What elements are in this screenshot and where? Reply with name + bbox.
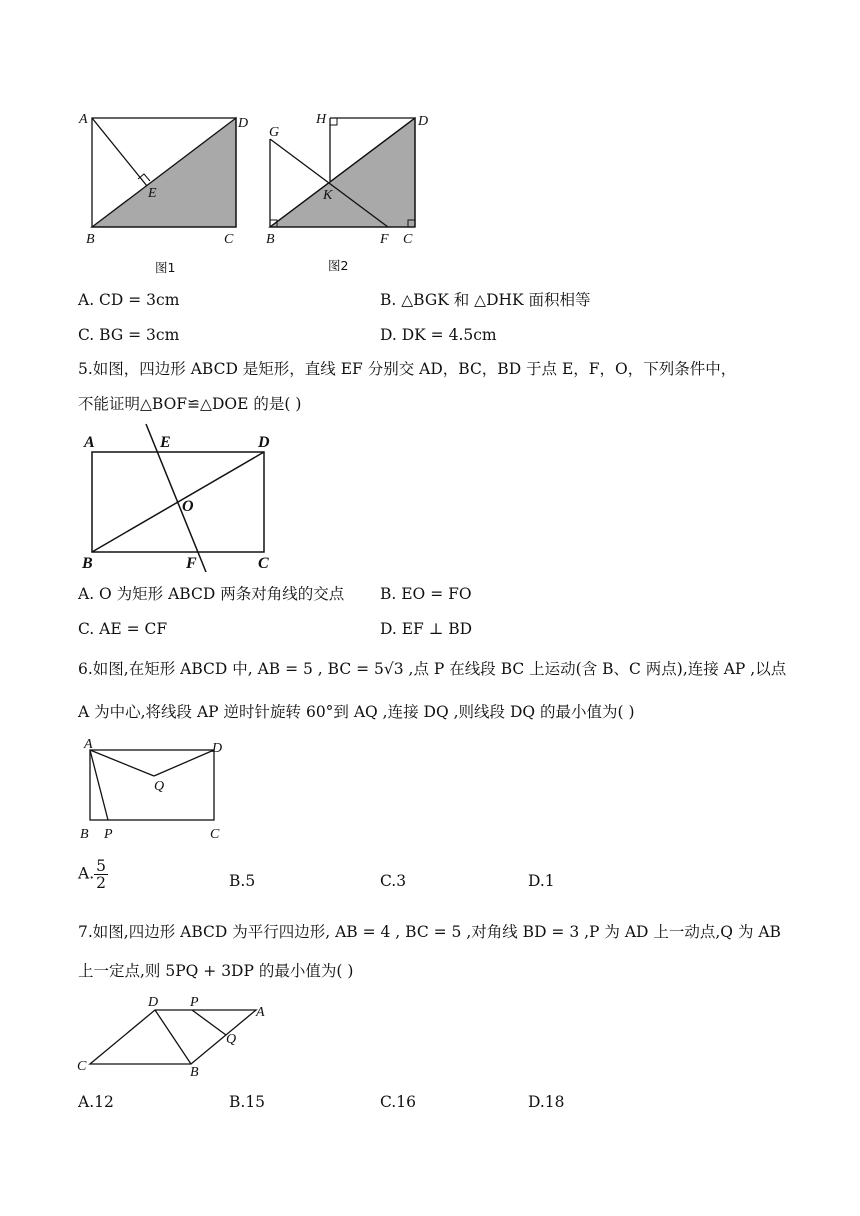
point-label-c: C [210,827,220,842]
q4-option-c: C. BG = 3cm [78,326,180,344]
q6-option-b: B.5 [229,872,256,890]
rectangle-abcd [90,750,214,820]
segment-ae [92,118,147,186]
point-label-c: C [258,555,269,572]
q4-option-b: B. △BGK 和 △DHK 面积相等 [380,291,591,309]
point-label-q: Q [154,779,165,794]
point-label-p: P [190,995,199,1010]
q4-option-d: D. DK = 4.5cm [380,326,497,344]
q6-option-a [78,858,108,891]
q5-question-line-1: 5.如图，四边形 ABCD 是矩形，直线 EF 分别交 AD，BC，BD 于点 E，F，O，下列条件中， [78,360,737,378]
point-label-q: Q [226,1032,237,1047]
point-label-o: O [182,498,194,515]
fraction-numerator: 5 [96,857,106,875]
q5-option-d: D. EF ⊥ BD [380,620,473,638]
point-label-b: B [190,1065,199,1080]
diagonal-bd [155,1010,191,1064]
q6-option-a-prefix: A. [78,864,95,883]
figure-q7 [72,992,272,1082]
q7-option-a: A.12 [78,1093,114,1111]
figure-2-caption: 图2 [328,258,349,273]
q7-question-line-1: 7.如图,四边形 ABCD 为平行四边形, AB = 4 , BC = 5 ,对角线 BD = 3 ,P 为 AD 上一动点,Q 为 AB [78,923,781,941]
point-label-a: A [84,434,95,451]
q5-option-a: A. O 为矩形 ABCD 两条对角线的交点 [78,585,345,603]
line-ef [146,424,206,572]
point-label-d: D [418,114,429,129]
point-label-b: B [86,232,95,247]
q7-question-line-2: 上一定点,则 5PQ + 3DP 的最小值为( ) [78,962,354,980]
segment-ap [90,750,108,820]
figure-q6 [72,738,242,848]
point-label-c: C [77,1059,87,1074]
shaded-triangle-bcd [92,118,236,227]
point-label-d: D [212,741,223,756]
q7-option-d: D.18 [528,1093,565,1111]
point-label-b: B [82,555,93,572]
point-label-b: B [80,827,89,842]
point-label-h: H [316,112,327,127]
q5-question-line-2: 不能证明△BOF≌△DOE 的是( ) [78,395,302,413]
point-label-b: B [266,232,275,247]
segment-aq [90,750,154,776]
point-label-e: E [160,434,171,451]
point-label-g: G [269,125,280,140]
point-label-a: A [256,1005,265,1020]
fraction-five-halves [94,858,108,891]
fraction-denominator: 2 [96,874,106,892]
figure-2 [260,105,430,250]
point-label-f: F [380,232,389,247]
point-label-a: A [84,738,93,752]
q6-option-c: C.3 [380,872,407,890]
q6-option-d: D.1 [528,872,555,890]
point-label-f: F [186,555,197,572]
right-angle-mark-h [330,118,337,125]
figure-1 [70,105,260,250]
figure-q5 [72,420,287,575]
q6-question-line-1: 6.如图,在矩形 ABCD 中, AB = 5 , BC = 5√3 ,点 P 在线段 BC 上运动(含 B、C 两点),连接 AP ,以点 [78,660,787,678]
q5-option-c: C. AE = CF [78,620,168,638]
q7-option-c: C.16 [380,1093,416,1111]
q4-option-a: A. CD = 3cm [78,291,180,309]
point-label-a: A [79,112,88,127]
point-label-k: K [323,188,333,203]
segment-dq [154,750,214,776]
point-label-d: D [148,995,159,1010]
point-label-e: E [148,186,157,201]
right-angle-mark-e [138,174,150,181]
q6-question-line-2: A 为中心,将线段 AP 逆时针旋转 60°到 AQ ,连接 DQ ,则线段 DQ 的最小值为( ) [78,703,635,721]
point-label-c: C [224,232,234,247]
point-label-d: D [258,434,270,451]
figure-1-caption: 图1 [155,260,176,275]
point-label-c: C [403,232,413,247]
segment-pq [192,1010,226,1035]
q7-option-b: B.15 [229,1093,266,1111]
q5-option-b: B. EO = FO [380,585,472,603]
point-label-d: D [238,116,249,131]
point-label-p: P [104,827,113,842]
